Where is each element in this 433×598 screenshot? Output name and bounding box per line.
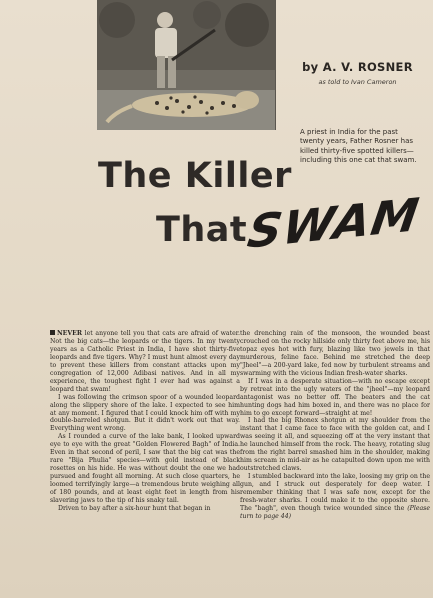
title-line-3: SWAM: [244, 187, 424, 259]
title-line-2: That: [156, 210, 248, 250]
article-column-2: [240, 330, 430, 521]
paragraph: I was following the crimson spoor of a wounded leopard along the slippery shore of the lake. I expected to see him at any moment. I figured that I could knock him off with my double-barreled shotgun. But it didn't work out that way. Everything went wrong.: [50, 393, 240, 433]
hunter-leopard-photo: [97, 0, 276, 130]
article-column-1: [50, 330, 240, 513]
paragraph: I had the big Rhonex shotgun at my shoulder from the instant that I came face to face with the golden cat, and I was seeing it all, and squeezing off at the very instant that he launched himself from the rock. The heavy, rotating slug from the right barrel smashed him in the shoulder, making him scream in mid-air as he catapulted down upon me with outstretched claws.: [240, 417, 430, 473]
author-byline: by A. V. ROSNER: [302, 60, 413, 74]
title-line-1: The Killer: [98, 156, 292, 196]
paragraph: Driven to bay after a six-hour hunt that began in: [58, 504, 211, 512]
as-told-to: as told to Ivan Cameron: [318, 78, 397, 86]
continued-note: (Please turn to page 44): [240, 504, 431, 520]
paragraph: [240, 473, 430, 521]
intro-blurb: A priest in India for the past twenty years, Father Rosner has killed thirty-five spotted killers—including this one cat that swam.: [300, 128, 417, 164]
paragraph-text: let anyone tell you that cats are afraid of water. Not the big cats—the leopards or the tigers. In my twenty years as a Catholic Priest in India, I have shot thirty-five leopards and five tigers. Why? I must hunt almost every day to prevent these killers from constant attacks upon my congregation of 12,000 Adibasi natives. And in all my experience, the toughest fight I ever had was against a leopard that swam!: [50, 330, 240, 393]
lead-word: NEVER: [57, 330, 83, 337]
paragraph: the drenching rain of the monsoon, the wounded beast crouched on the rocky hillside only thirty feet above me, his topaz eyes hot with fury, blazing like two jewels in that murderous, feline face. Behind me stretched the deep "Jheel"—a 200-yard lake, fed now by turbulent streams and swarming with the vicious Indian fresh-water sharks.: [240, 330, 430, 377]
paragraph: [50, 330, 240, 394]
paragraph-text: I stumbled backward into the lake, loosing my grip on the gun, and I struck out desperately for deep water. I remember thinking that I was safe now, except for the fresh-water sharks. I could make it to the opposite shore. The "bagh", even though twice wounded since the: [240, 473, 430, 512]
paragraph: As I rounded a curve of the lake bank, I looked upward eye to eye with the great "Golden Flowered Bagh" of India. Even in that second of peril, I saw that the big cat was the rare "Bija Phulia" species—with gold instead of black rosettes on his hide. He was without doubt the one we had pursued and fought all morning. At such close quarters, he loomed terrifyingly large—a tremendous brute weighing all of 180 pounds, and at least eight feet in length from his slavering jaws to the tip of his snaky tail.: [50, 433, 240, 505]
paragraph: If I was in a desperate situation—with no escape except by retreat into the ugly waters of the "jheel"—my leopard antagonist was no better off. The beaters and the cat hunting dogs had him boxed in, and there was no place for him to go except forward—straight at me!: [240, 377, 430, 417]
square-bullet-icon: [50, 330, 55, 335]
photo-illustration: [97, 0, 275, 130]
